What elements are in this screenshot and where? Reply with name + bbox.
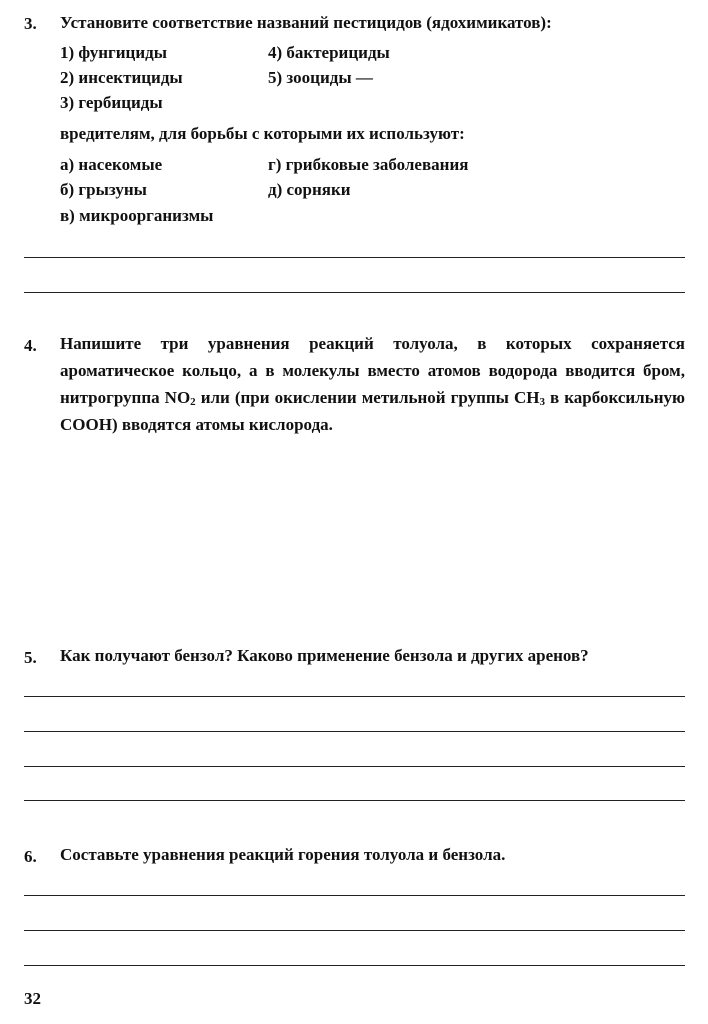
subscript: 2 (190, 396, 196, 408)
question-6-text: Составьте уравнения реакций горения толуола и бензола. (60, 845, 506, 864)
pest-item: б) грызуны (60, 180, 147, 199)
pesticide-item: 4) бактерициды (268, 43, 390, 62)
pest-item: д) сорняки (268, 180, 351, 199)
question-5-text: Как получают бензол? Каково применение бензола и других аренов? (60, 646, 589, 665)
question-6-number: 6. (24, 847, 37, 866)
question-3-prompt: Установите соответствие названий пестицидов (ядохимикатов): (60, 13, 552, 32)
question-3-middle-text: вредителям, для борьбы с которыми их используют: (60, 124, 465, 143)
answer-space[interactable] (24, 450, 685, 620)
answer-line[interactable] (24, 257, 685, 258)
pest-item: г) грибковые заболевания (268, 155, 469, 174)
answer-line[interactable] (24, 696, 685, 697)
question-4-text: Напишите три уравнения реакций толуола, в которых сохраняется ароматическое кольцо, а в молекулы вместо атомов водорода вводится бром, нитрогруппа $NO_2$ или (при окислении метильной группы $CH_3$ в карбоксильную COOH) вводятся атомы кислорода. (60, 334, 685, 434)
page-number: 32 (24, 989, 41, 1008)
pesticide-item: 5) зооциды — (268, 68, 373, 87)
answer-line[interactable] (24, 800, 685, 801)
answer-line[interactable] (24, 766, 685, 767)
question-3-number: 3. (24, 14, 37, 33)
question-5-number: 5. (24, 648, 37, 667)
pesticide-item: 1) фунгициды (60, 43, 168, 62)
pest-item: в) микроорганизмы (60, 206, 214, 225)
pest-item: а) насекомые (60, 155, 163, 174)
answer-line[interactable] (24, 731, 685, 732)
pesticide-item: 3) гербициды (60, 93, 163, 112)
answer-line[interactable] (24, 895, 685, 896)
question-4-number: 4. (24, 336, 37, 355)
pesticide-item: 2) инсектициды (60, 68, 183, 87)
answer-line[interactable] (24, 965, 685, 966)
answer-line[interactable] (24, 292, 685, 293)
answer-line[interactable] (24, 930, 685, 931)
subscript: 3 (539, 396, 545, 408)
